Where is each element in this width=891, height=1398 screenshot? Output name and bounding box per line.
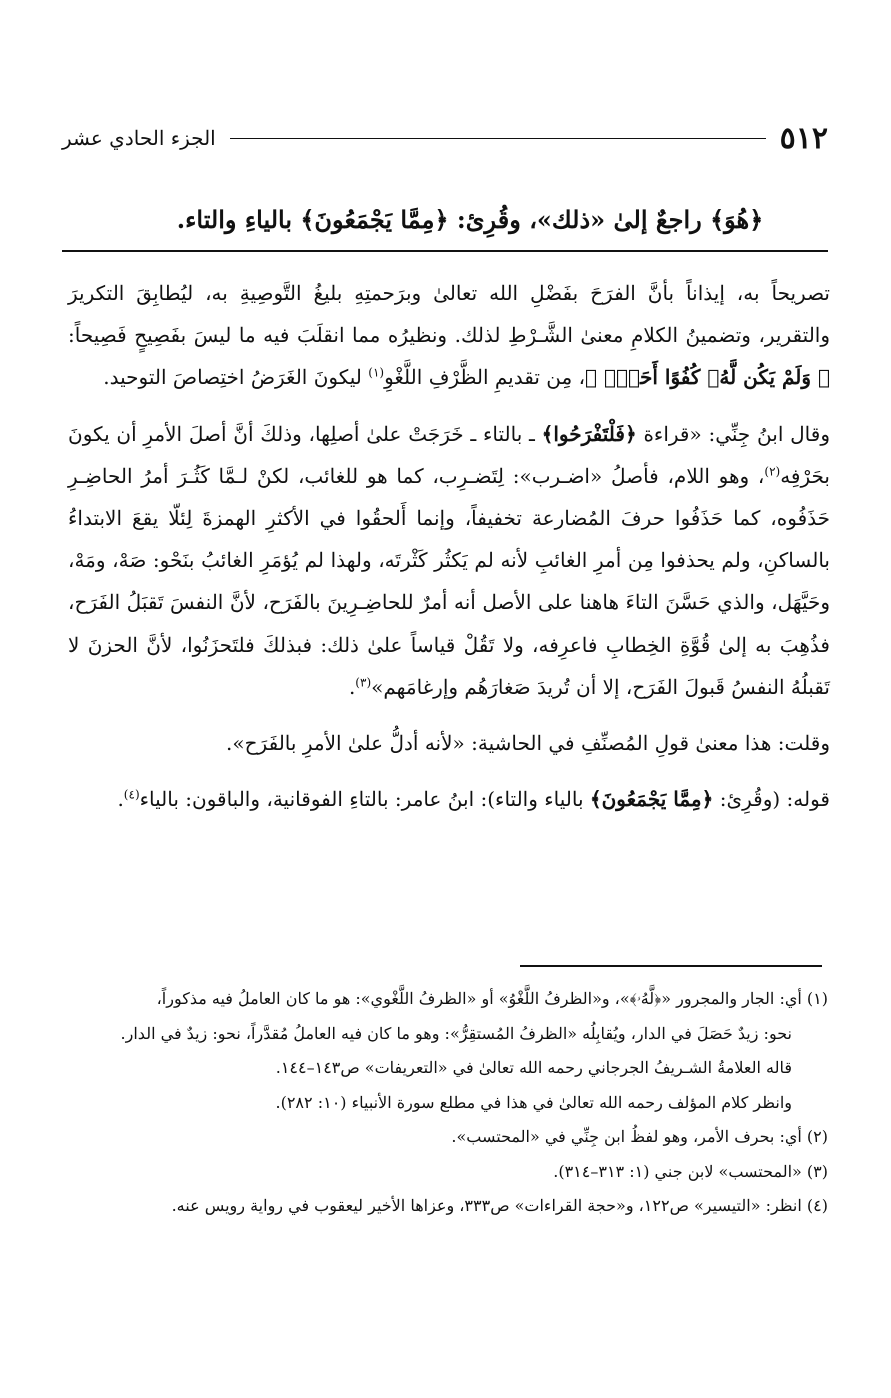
paragraph-text: . bbox=[348, 674, 356, 699]
paragraph-text: ، وهو اللام، فأصلُ «اضـرب»: لِتَضـرِب، كما هو للغائب، لكنْ لـمَّا كَثُـرَ أمرُ الحاضِـرِ حَذَفُوه، كما حَذَفُوا حرفَ المُضارعة تخفيفاً، وإنما أَلحقُوا في الأكثرِ الهمزةَ لِئلّا يقعَ الابتداءُ بالساكنِ، ولم يحذفوا مِن أمرِ الغائبِ لأنه لم يَكثُر كَثْرتَه، ولهذا لم يُؤمَرِ الغائبُ بنَحْو: صَهْ، ومَهْ، وحَيَّهَل، والذي حَسَّنَ التاءَ هاهنا على الأصل أنه أمرٌ للحاضِـرِينَ بالفَرَح، لأنَّ النفسَ تَقبَلُ الفَرَح، فذُهِبَ به إلىٰ قُوَّةِ الخِطابِ فاعرِفه، ولا تَقُلْ قياساً علىٰ ذلك: فبذلكَ فلتَحزَنُوا، لأنَّ الحزنَ لا تَقبلُهُ النفسُ قَبولَ الفَرَح، إلا أن تُريدَ صَغارَهُم وإرغامَهم» bbox=[68, 463, 830, 699]
footnote-line: قاله العلامةُ الشـريفُ الجرجاني رحمه الله تعالىٰ في «التعريفات» ص١٤٣–١٤٤. bbox=[275, 1058, 792, 1077]
page-header bbox=[62, 118, 828, 158]
quran-quote: ﴿ وَلَمْ يَكُن لَّهُۥ كُفُوًا أَحَدُۢ ﴾ bbox=[585, 365, 830, 390]
paragraph bbox=[68, 778, 830, 820]
paragraph-text: بالياء والتاء): ابنُ عامر: بالتاءِ الفوقانية، والباقون: بالياء bbox=[139, 787, 590, 812]
footnote-divider bbox=[520, 965, 822, 967]
footnote-line: (١) أي: الجار والمجرور «﴿لَّهُۥ﴾»، و«الظرفُ اللَّغْوُ» أو «الظرفُ اللَّغْوي»: هو ما كان العاملُ فيه مذكوراً، bbox=[156, 989, 828, 1008]
paragraph bbox=[68, 272, 830, 399]
footnote-marker[interactable]: (٣) bbox=[355, 675, 372, 690]
footnote-line: وانظر كلام المؤلف رحمه الله تعالىٰ في هذا في مطلع سورة الأنبياء (١٠: ٢٨٢). bbox=[275, 1092, 792, 1112]
paragraph-text: قوله: (وقُرِئ: bbox=[713, 787, 830, 812]
paragraph-text: وقلت: هذا معنىٰ قولِ المُصنِّفِ في الحاشية: «لأنه أدلُّ علىٰ الأمرِ بالفَرَح». bbox=[226, 731, 830, 756]
header-rule bbox=[230, 138, 766, 139]
quran-quote: ﴿مِمَّا يَجْمَعُونَ﴾ bbox=[589, 787, 714, 812]
quran-quote: ﴿فَلْتَفْرَحُوا﴾ bbox=[541, 421, 637, 446]
paragraph-text: ليكونَ الغَرَضُ اختِصاصَ التوحيد. bbox=[103, 365, 369, 390]
footnote-marker[interactable]: (١) bbox=[368, 365, 385, 380]
paragraph-text: ، مِن تقديمِ الظَّرْفِ اللَّغْوِ bbox=[384, 365, 586, 390]
paragraph-text: وقال ابنُ جِنِّي: «قراءة bbox=[636, 421, 830, 446]
paragraph-text: ـ بالتاء ـ خَرَجَتْ علىٰ أصلِها، وذلكَ أنَّ أصلَ الأمرِ أن يكونَ بحَرْفِه bbox=[68, 421, 830, 488]
headword-line: ﴿هُوَ﴾ راجعٌ إلىٰ «ذلك»، وقُرِئ: ﴿مِمَّا يَجْمَعُونَ﴾ بالياءِ والتاء. bbox=[176, 205, 764, 234]
footnote-marker[interactable]: (٢) bbox=[764, 464, 781, 479]
paragraph bbox=[68, 722, 830, 764]
footnotes-section bbox=[62, 982, 828, 1224]
footnote-line: (٤) انظر: «التيسير» ص١٢٢، و«حجة القراءات» ص٣٣٣، وعزاها الأخير ليعقوب في رواية رويس عنه. bbox=[171, 1196, 828, 1215]
volume-title: الجزء الحادي عشر bbox=[62, 126, 216, 150]
footnote-line: نحو: زيدٌ حَصَلَ في الدار، ويُقابِلُه «الظرفُ المُستقِرُّ»: وهو ما كان فيه العاملُ مُقدَّراً، نحو: زيدٌ في الدار. bbox=[120, 1023, 792, 1043]
page-number: ٥١٢ bbox=[779, 120, 828, 156]
paragraph-text: تصريحاً به، إيذاناً بأنَّ الفرَحَ بفَضْلِ الله تعالىٰ وبرَحمتِهِ بليغُ التَّوصِيةِ به، ليُطابِقَ التكريرَ والتقرير، وتضمينُ الكلامِ معنىٰ الشَّـرْطِ لذلك. ونظيرُه مما انقلَبَ فيه ما ليسَ بفَصِيحٍ فَصِيحاً: bbox=[68, 281, 830, 348]
headword-divider bbox=[62, 250, 828, 252]
commentary-body bbox=[68, 272, 830, 834]
footnote-marker[interactable]: (٤) bbox=[123, 787, 140, 802]
footnote-line: (٢) أي: بحرف الأمر، وهو لفظُ ابن جِنِّي في «المحتسب». bbox=[451, 1127, 828, 1146]
footnote-line: (٣) «المحتسب» لابن جني (١: ٣١٣–٣١٤). bbox=[553, 1161, 828, 1181]
paragraph-text: . bbox=[117, 787, 124, 812]
paragraph bbox=[68, 413, 830, 708]
